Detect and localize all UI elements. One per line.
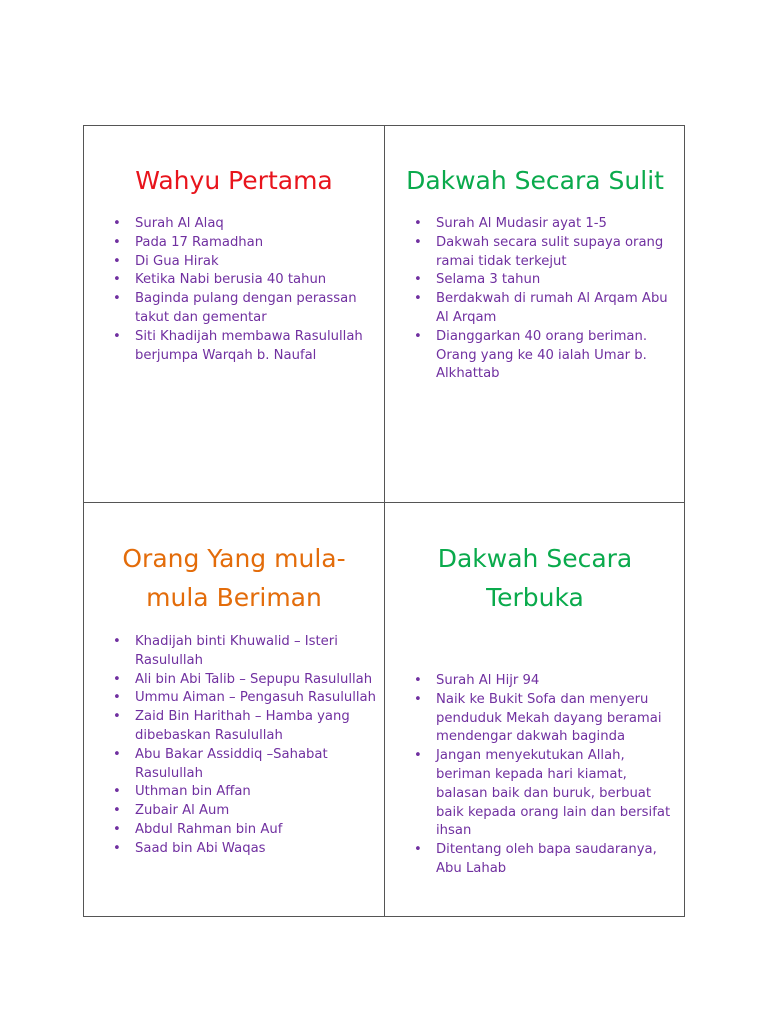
list-item: • Naik ke Bukit Sofa dan menyeru penduduk Mekah dayang beramai mendengar dakwah baginda (436, 691, 679, 747)
bullet-list (385, 215, 685, 384)
list-item: • Abdul Rahman bin Auf (135, 821, 378, 840)
list-item: • Baginda pulang dengan perassan takut dan gementar (135, 290, 378, 328)
list-item: • Dakwah secara sulit supaya orang ramai tidak terkejut (436, 234, 679, 272)
list-item: • Surah Al Mudasir ayat 1-5 (436, 215, 679, 234)
list-item: • Ali bin Abi Talib – Sepupu Rasulullah (135, 671, 378, 690)
list-item: • Surah Al Alaq (135, 215, 378, 234)
list-item: • Jangan menyekutukan Allah, beriman kepada hari kiamat, balasan baik dan buruk, berbuat baik kepada orang lain dan bersifat ihsan (436, 747, 679, 841)
cell-title-line: mula Beriman (146, 583, 322, 612)
list-item: • Berdakwah di rumah Al Arqam Abu Al Arqam (436, 290, 679, 328)
list-item: • Di Gua Hirak (135, 253, 378, 272)
bullet-list (84, 215, 384, 365)
list-item: • Siti Khadijah membawa Rasulullah berjumpa Warqah b. Naufal (135, 328, 378, 366)
bullet-list (84, 633, 384, 859)
cell-wahyu-pertama (84, 126, 384, 502)
cell-title-line: Orang Yang mula- (122, 544, 346, 573)
list-item: • Saad bin Abi Waqas (135, 840, 378, 859)
notes-table (83, 125, 685, 917)
cell-title-line: Terbuka (486, 583, 584, 612)
bullet-list (385, 672, 685, 879)
list-item: • Ditentang oleh bapa saudaranya, Abu Lahab (436, 841, 679, 879)
list-item: • Pada 17 Ramadhan (135, 234, 378, 253)
list-item: • Khadijah binti Khuwalid – Isteri Rasulullah (135, 633, 378, 671)
cell-title (84, 503, 384, 617)
list-item: • Zaid Bin Harithah – Hamba yang dibebaskan Rasulullah (135, 708, 378, 746)
list-item: • Abu Bakar Assiddiq –Sahabat Rasulullah (135, 746, 378, 784)
list-item: • Ummu Aiman – Pengasuh Rasulullah (135, 689, 378, 708)
list-item: • Selama 3 tahun (436, 271, 679, 290)
list-item: • Dianggarkan 40 orang beriman. Orang yang ke 40 ialah Umar b. Alkhattab (436, 328, 679, 384)
cell-orang-yang-mula-mula-beriman (84, 503, 384, 917)
cell-title-line: Dakwah Secara (437, 544, 633, 573)
cell-dakwah-secara-sulit (385, 126, 685, 502)
list-item: • Uthman bin Affan (135, 783, 378, 802)
cell-title: Dakwah Secara Sulit (406, 166, 664, 195)
cell-title: Wahyu Pertama (135, 166, 333, 195)
cell-title (385, 503, 685, 617)
cell-dakwah-secara-terbuka (385, 503, 685, 917)
list-item: • Ketika Nabi berusia 40 tahun (135, 271, 378, 290)
list-item: • Zubair Al Aum (135, 802, 378, 821)
list-item: • Surah Al Hijr 94 (436, 672, 679, 691)
